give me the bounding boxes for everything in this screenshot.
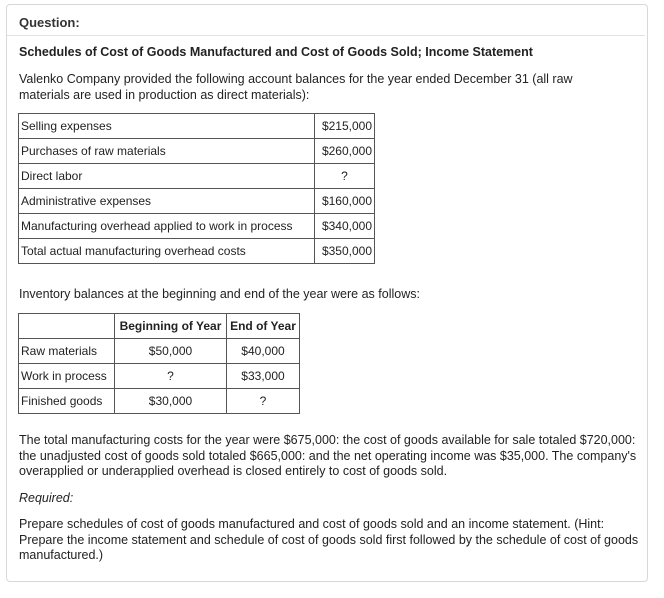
account-label: Total actual manufacturing overhead costs — [19, 239, 315, 264]
end-value: ? — [227, 389, 300, 414]
table-row — [19, 239, 375, 264]
account-label: Administrative expenses — [19, 189, 315, 214]
question-card — [6, 4, 648, 582]
end-value: $40,000 — [227, 339, 300, 364]
account-label: Purchases of raw materials — [19, 139, 315, 164]
inventory-label: Raw materials — [19, 339, 115, 364]
account-label: Manufacturing overhead applied to work in process — [19, 214, 315, 239]
beginning-value: ? — [115, 364, 227, 389]
account-label: Selling expenses — [19, 114, 315, 139]
intro-text: Valenko Company provided the following account balances for the year ended December 31 (all raw materials are used in production as direct materials): — [19, 72, 573, 102]
account-value: $215,000 — [315, 114, 375, 139]
problem-title: Schedules of Cost of Goods Manufactured and Cost of Goods Sold; Income Statement — [19, 45, 533, 59]
account-value: $260,000 — [315, 139, 375, 164]
table-row — [19, 389, 300, 414]
table-row — [19, 214, 375, 239]
table-row — [19, 364, 300, 389]
inventory-label: Finished goods — [19, 389, 115, 414]
account-label: Direct labor — [19, 164, 315, 189]
account-value: $350,000 — [315, 239, 375, 264]
table-row — [19, 139, 375, 164]
column-header-end: End of Year — [227, 314, 300, 339]
end-value: $33,000 — [227, 364, 300, 389]
empty-header-cell — [19, 314, 115, 339]
table-row — [19, 164, 375, 189]
question-label: Question: — [19, 15, 80, 30]
column-header-beginning: Beginning of Year — [115, 314, 227, 339]
account-balances-table — [18, 113, 375, 264]
table-row — [19, 114, 375, 139]
inventory-table — [18, 313, 300, 414]
table-row — [19, 189, 375, 214]
account-value: $340,000 — [315, 214, 375, 239]
beginning-value: $50,000 — [115, 339, 227, 364]
required-label: Required: — [19, 491, 74, 505]
table-row — [19, 339, 300, 364]
task-paragraph: Prepare schedules of cost of goods manufactured and cost of goods sold and an income statement. (Hint: Prepare the income statement and schedule of cost of goods sold first followed by the schedule of cost of goods manufactured.) — [19, 517, 639, 562]
beginning-value: $30,000 — [115, 389, 227, 414]
inventory-intro-text: Inventory balances at the beginning and end of the year were as follows: — [19, 287, 420, 301]
divider — [7, 35, 645, 36]
table-header-row — [19, 314, 300, 339]
facts-paragraph: The total manufacturing costs for the year were $675,000: the cost of goods available for sale totaled $720,000: the unadjusted cost of goods sold totaled $665,000: and the net operating income was $35,000. The company's overapplied or underapplied overhead is closed entirely to cost of goods sold. — [19, 433, 637, 478]
inventory-label: Work in process — [19, 364, 115, 389]
account-value: ? — [315, 164, 375, 189]
account-value: $160,000 — [315, 189, 375, 214]
